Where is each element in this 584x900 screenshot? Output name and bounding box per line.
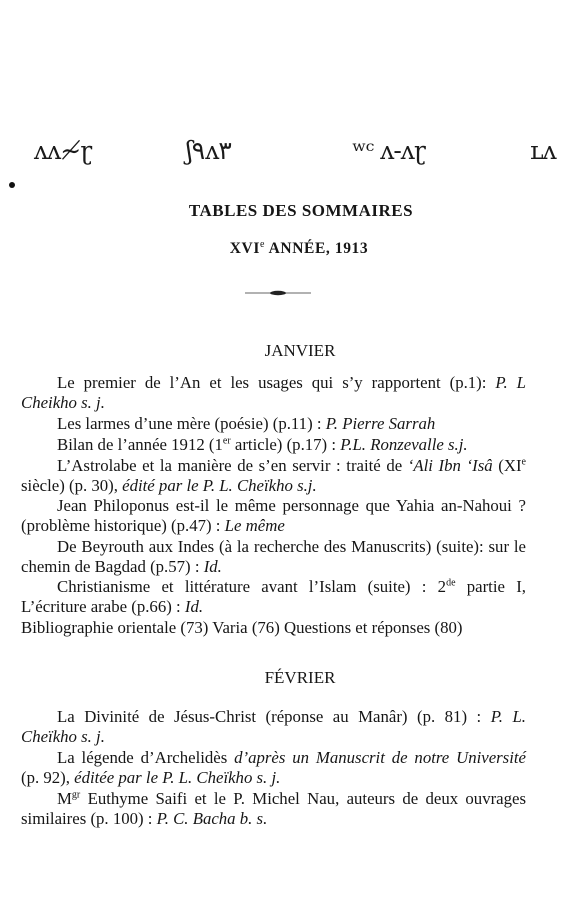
month-heading-january: JANVIER: [264, 341, 336, 360]
toc-entry: Bibliographie orientale (73) Varia (76) Questions et réponses (80): [21, 618, 463, 637]
handwritten-note-4: ʟʌ: [530, 136, 556, 165]
handwritten-note-3: ʷᶜ ʌ-ʌɽ: [352, 136, 425, 165]
toc-entry: Christianisme et littérature avant l’Islam (suite) : 2de partie I, L’écriture arabe (p.66) : Id.: [21, 577, 526, 617]
toc-entry: La Divinité de Jésus-Christ (réponse au Manâr) (p. 81) : P. L. Cheïkho s. j.: [21, 707, 526, 747]
ornament-divider: [245, 290, 311, 296]
page-title: TABLES DES SOMMAIRES: [188, 201, 414, 220]
toc-entry: $M^{gr}$ Euthyme Saifi et le P. Michel Nau, auteurs de deux ouvrages similaires (p. 100) : P. C. Bacha b. s.: [21, 789, 526, 829]
toc-entry: Le premier de l’An et les usages qui s’y rapportent (p.1): P. L Cheikho s. j.: [21, 373, 526, 413]
toc-entry: Les larmes d’une mère (poésie) (p.11) : P. Pierre Sarrah: [57, 414, 436, 433]
handwritten-note-1: ʌʌ≁ɽ: [34, 136, 92, 165]
toc-entry: La légende d’Archelidès d’après un Manuscrit de notre Université (p. 92), éditée par le P. L. Cheïkho s. j.: [21, 748, 526, 788]
ink-dot: [9, 182, 15, 188]
month-heading-february: FÉVRIER: [264, 668, 336, 687]
toc-entry: De Beyrouth aux Indes (à la recherche des Manuscrits) (suite): sur le chemin de Bagdad (p.57) : Id.: [21, 537, 526, 577]
toc-entry: Bilan de l’année 1912 (1er article) (p.17) : P.L. Ronzevalle s.j.: [57, 435, 468, 454]
handwritten-note-2: ʃ٩ʌ٣: [186, 136, 232, 165]
toc-entry: Jean Philoponus est-il le même personnage que Yahia an-Nahoui ? (problème historique) (p.47) : Le même: [21, 496, 526, 536]
page-subtitle: XVIe ANNÉE, 1913: [229, 238, 369, 257]
toc-entry: L’Astrolabe et la manière de s’en servir : traité de ‘Ali Ibn ‘Isâ (XIe siècle) (p. 30), édité par le P. L. Cheïkho s.j.: [21, 456, 526, 496]
